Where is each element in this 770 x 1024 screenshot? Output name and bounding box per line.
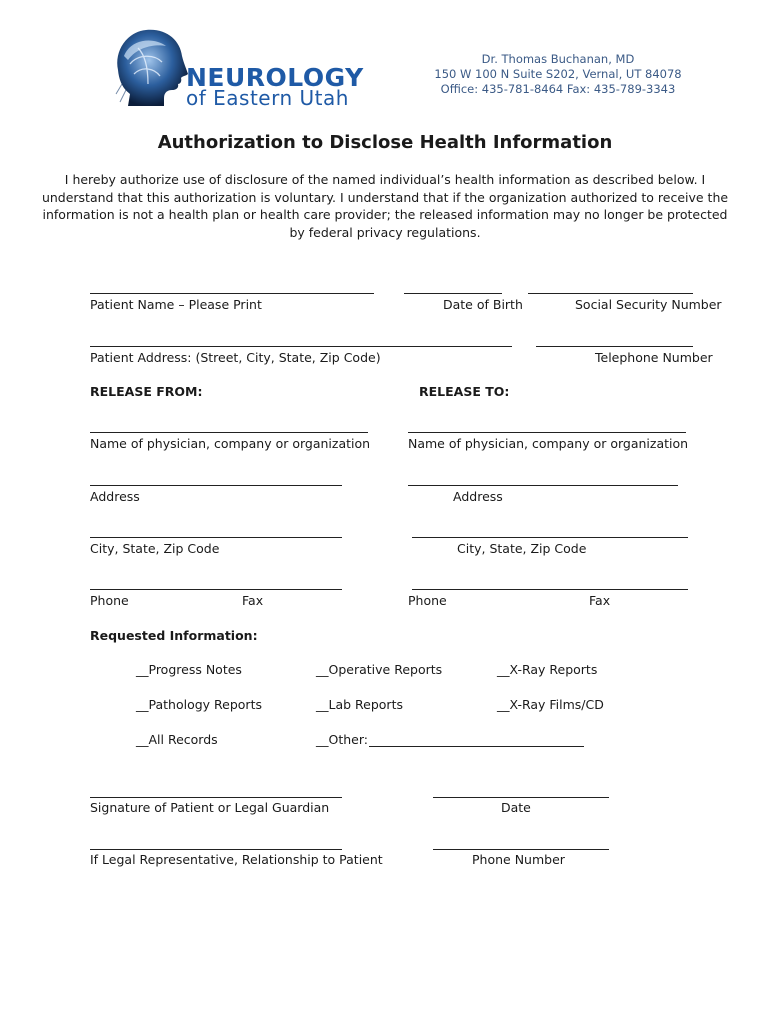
pathology-reports-option[interactable]: __Pathology Reports (136, 697, 262, 712)
release-to-heading: RELEASE TO: (419, 384, 510, 399)
relationship-label: If Legal Representative, Relationship to Patient (90, 852, 383, 867)
doctor-name: Dr. Thomas Buchanan, MD (481, 52, 635, 66)
release-to-phone-label: Phone (408, 593, 447, 608)
release-from-address-field[interactable] (90, 485, 342, 486)
requested-info-heading: Requested Information: (90, 628, 258, 643)
operative-reports-option[interactable]: __Operative Reports (316, 662, 443, 677)
patient-name-label: Patient Name – Please Print (90, 297, 262, 312)
lab-reports-option[interactable]: __Lab Reports (316, 697, 403, 712)
patient-phone-field[interactable] (536, 346, 693, 347)
page-title: Authorization to Disclose Health Information (157, 132, 613, 153)
ssn-label: Social Security Number (575, 297, 722, 312)
other-field[interactable] (369, 746, 584, 747)
ssn-field[interactable] (528, 293, 693, 294)
dob-field[interactable] (404, 293, 502, 294)
release-to-name-label: Name of physician, company or organization (408, 436, 689, 451)
relationship-field[interactable] (90, 849, 342, 850)
brain-head-icon (108, 24, 190, 106)
release-from-heading: RELEASE FROM: (90, 384, 203, 399)
xray-reports-option[interactable]: __X-Ray Reports (497, 662, 598, 677)
release-from-phone-label: Phone (90, 593, 129, 608)
date-field[interactable] (433, 797, 609, 798)
logo (108, 24, 378, 110)
logo-title: NEUROLOGY (186, 63, 364, 92)
patient-phone-label: Telephone Number (595, 350, 713, 365)
release-from-city-field[interactable] (90, 537, 342, 538)
office-address: 150 W 100 N Suite S202, Vernal, UT 84078 (434, 67, 682, 81)
other-option[interactable]: __Other: (316, 732, 368, 747)
patient-name-field[interactable] (90, 293, 374, 294)
patient-address-field[interactable] (90, 346, 512, 347)
release-from-name-field[interactable] (90, 432, 368, 433)
signature-label: Signature of Patient or Legal Guardian (90, 800, 330, 815)
signature-field[interactable] (90, 797, 342, 798)
release-to-address-field[interactable] (408, 485, 678, 486)
intro-paragraph: I hereby authorize use of disclosure of the named individual’s health information as described below. I understand that this authorization is voluntary. I understand that if the organization authorized to receive the information is not a health plan or health care provider; the released information may no longer be protected by federal privacy regulations. (41, 172, 729, 240)
release-from-fax-label: Fax (242, 593, 264, 608)
office-phones: Office: 435-781-8464 Fax: 435-789-3343 (440, 82, 676, 96)
date-label: Date (501, 800, 531, 815)
phone-number-field[interactable] (433, 849, 609, 850)
release-from-city-label: City, State, Zip Code (90, 541, 220, 556)
release-from-name-label: Name of physician, company or organization (90, 436, 371, 451)
release-from-address-label: Address (90, 489, 140, 504)
logo-subtitle: of Eastern Utah (186, 86, 349, 110)
xray-films-option[interactable]: __X-Ray Films/CD (497, 697, 604, 712)
release-to-address-label: Address (453, 489, 503, 504)
release-to-city-label: City, State, Zip Code (457, 541, 587, 556)
release-to-phone-fax-field[interactable] (412, 589, 688, 590)
dob-label: Date of Birth (443, 297, 523, 312)
release-to-city-field[interactable] (412, 537, 688, 538)
contact-block (408, 52, 708, 97)
release-from-phone-fax-field[interactable] (90, 589, 342, 590)
all-records-option[interactable]: __All Records (136, 732, 218, 747)
release-to-name-field[interactable] (408, 432, 686, 433)
progress-notes-option[interactable]: __Progress Notes (136, 662, 242, 677)
patient-address-label: Patient Address: (Street, City, State, Zip Code) (90, 350, 381, 365)
release-to-fax-label: Fax (589, 593, 611, 608)
phone-number-label: Phone Number (472, 852, 565, 867)
